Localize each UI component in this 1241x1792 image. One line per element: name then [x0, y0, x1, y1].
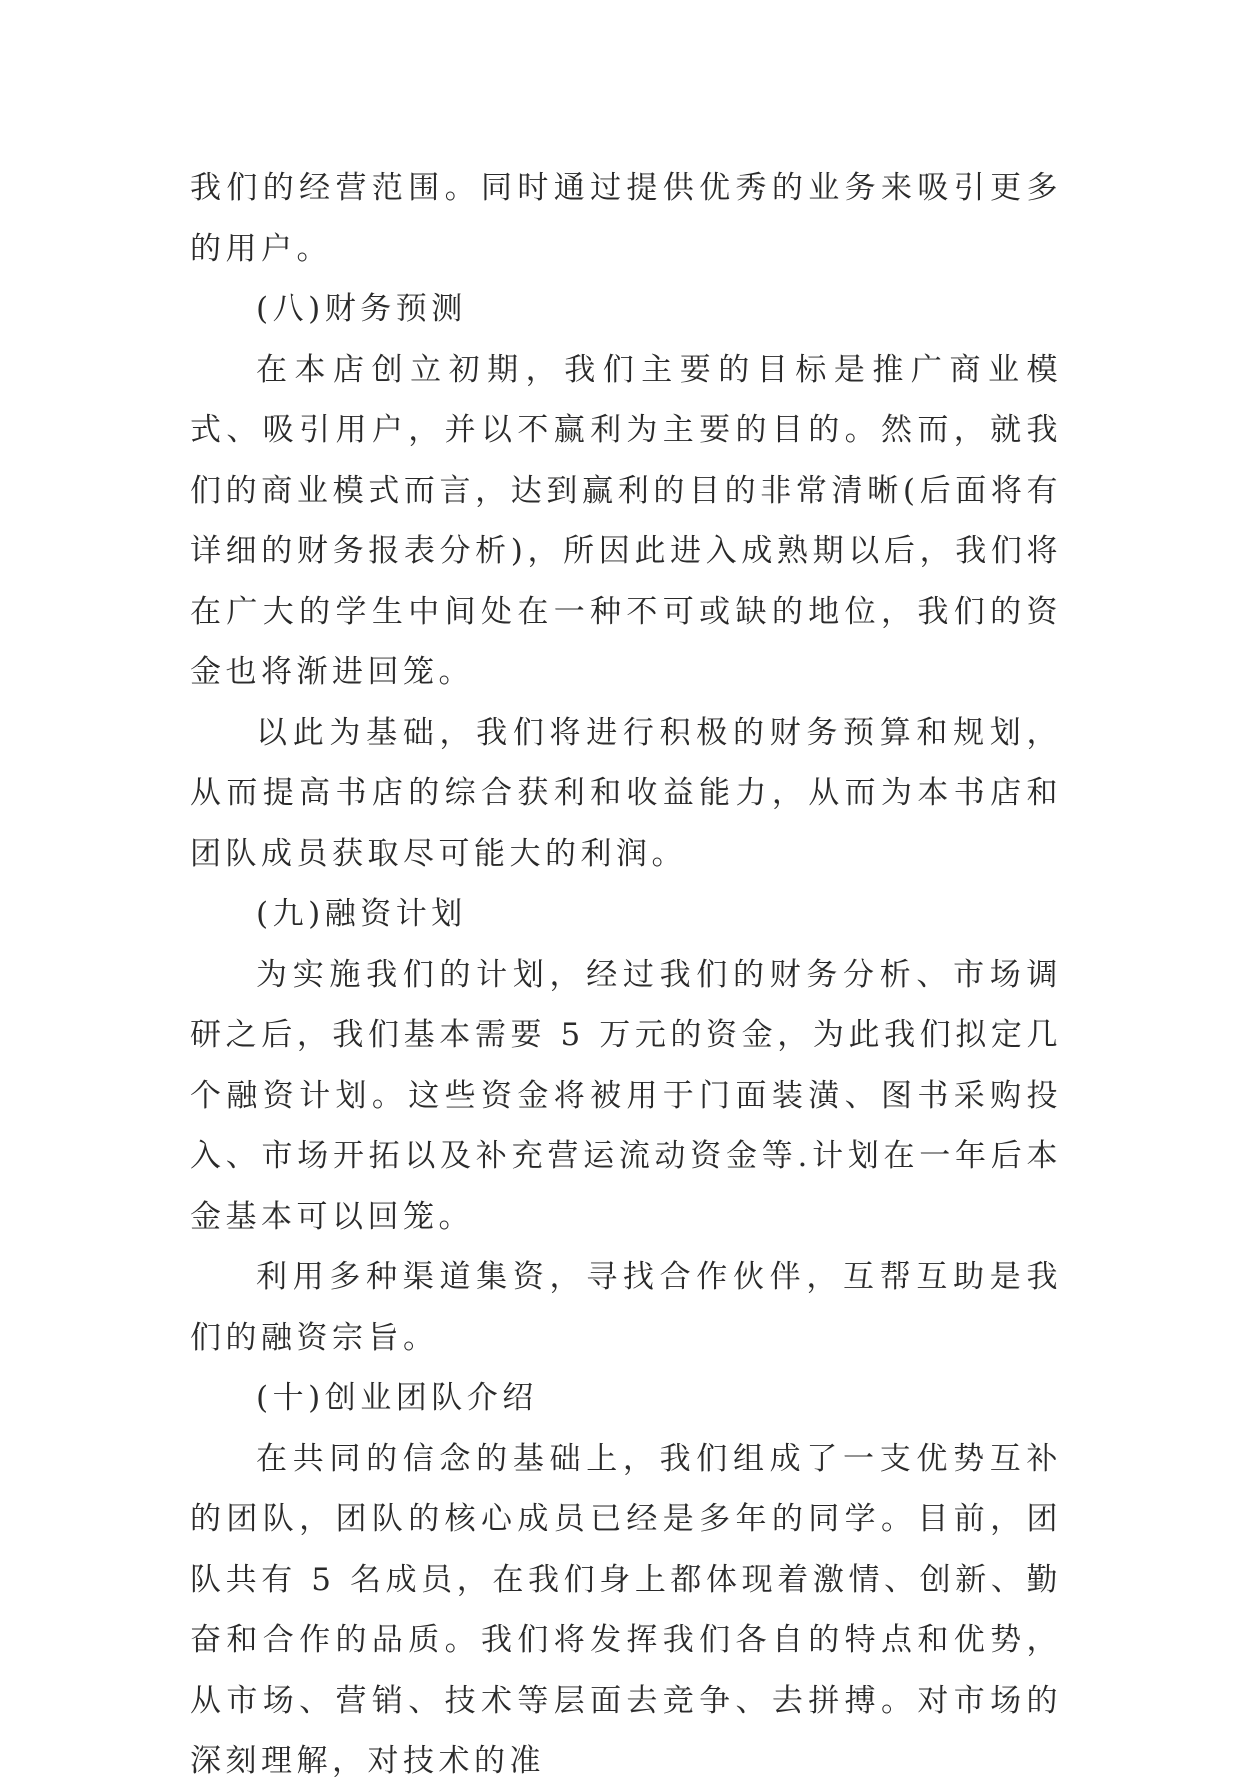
section-heading-financial-forecast: (八)财务预测 — [256, 291, 467, 327]
paragraph-financing-purpose: 利用多种渠道集资，寻找合作伙伴，互帮互助是我们的融资宗旨。 — [190, 1259, 1062, 1356]
section-heading-team-intro: (十)创业团队介绍 — [256, 1380, 538, 1416]
paragraph-team-intro: 在共同的信念的基础上，我们组成了一支优势互补的团队，团队的核心成员已经是多年的同学。目前，团队共有 5 名成员，在我们身上都体现着激情、创新、勤奋和合作的品质。我们将发挥我们各自的特点和优势，从市场、营销、技术等层面去竞争、去拼搏。对市场的深刻理解，对技术的准 — [190, 1440, 1062, 1779]
paragraph-financing-plan: 为实施我们的计划，经过我们的财务分析、市场调研之后，我们基本需要 5 万元的资金，为此我们拟定几个融资计划。这些资金将被用于门面装潢、图书采购投入、市场开拓以及补充营运流动资金等.计划在一年后本金基本可以回笼。 — [190, 956, 1062, 1235]
paragraph-continuation: 我们的经营范围。同时通过提供优秀的业务来吸引更多的用户。 — [190, 170, 1062, 267]
paragraph-financial-planning: 以此为基础，我们将进行积极的财务预算和规划，从而提高书店的综合获利和收益能力，从而为本书店和团队成员获取尽可能大的利润。 — [190, 714, 1062, 872]
document-body — [190, 158, 1062, 1792]
section-heading-financing-plan: (九)融资计划 — [256, 896, 467, 932]
paragraph-financial-forecast: 在本店创立初期，我们主要的目标是推广商业模式、吸引用户，并以不赢利为主要的目的。然而，就我们的商业模式而言，达到赢利的目的非常清晰(后面将有详细的财务报表分析)，所因此进入成熟期以后，我们将在广大的学生中间处在一种不可或缺的地位，我们的资金也将渐进回笼。 — [190, 351, 1062, 690]
